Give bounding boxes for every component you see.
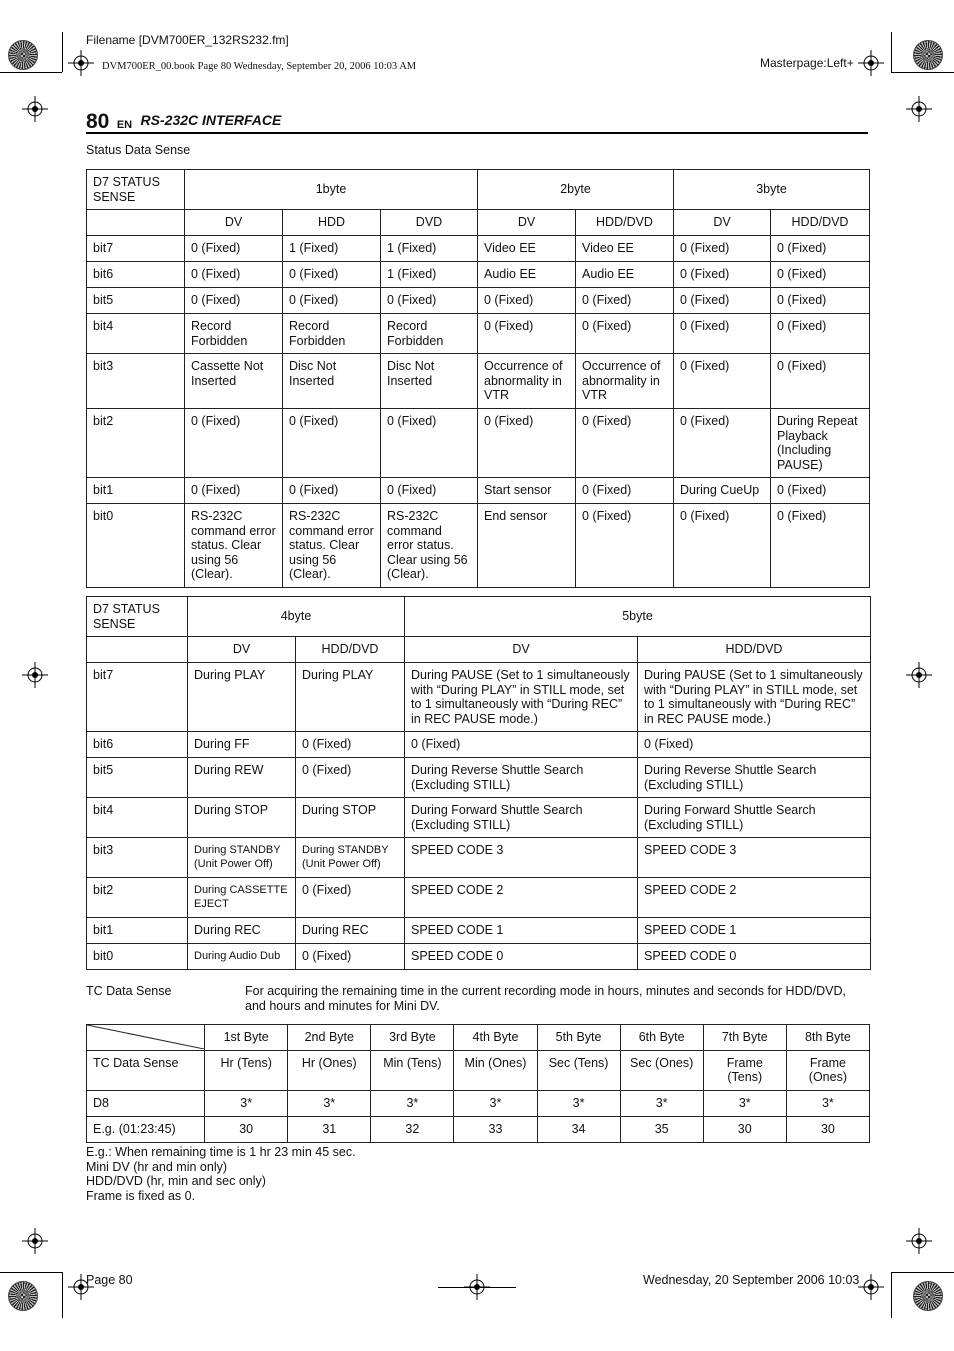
table-row [87, 798, 871, 838]
cell: Occurrence of abnormality in VTR [576, 354, 674, 409]
cell: Record Forbidden [381, 314, 478, 354]
cell: 3* [703, 1090, 786, 1116]
subheader: DV [478, 210, 576, 236]
cell: End sensor [478, 504, 576, 588]
bit-label: bit7 [87, 663, 188, 732]
bit-label: bit1 [87, 918, 188, 944]
cell: Record Forbidden [185, 314, 283, 354]
crosshair-icon [906, 662, 932, 688]
cell: 0 (Fixed) [381, 288, 478, 314]
cell: Disc Not Inserted [381, 354, 478, 409]
cell: Min (Tens) [371, 1050, 454, 1090]
cell: 0 (Fixed) [296, 758, 405, 798]
cell: During Forward Shuttle Search (Excluding STILL) [638, 798, 871, 838]
status-table-4byte-5byte [86, 596, 871, 970]
subheader: HDD/DVD [638, 637, 871, 663]
cell: Min (Ones) [454, 1050, 537, 1090]
table-row [87, 732, 871, 758]
row-label: E.g. (01:23:45) [87, 1116, 205, 1142]
masterpage-label: Masterpage:Left+ [760, 56, 854, 70]
table-row [87, 478, 870, 504]
cell: Sec (Ones) [620, 1050, 703, 1090]
subheader: DV [674, 210, 771, 236]
cell: During Reverse Shuttle Search (Excluding STILL) [405, 758, 638, 798]
crosshair-icon [906, 1228, 932, 1254]
cell: Cassette Not Inserted [185, 354, 283, 409]
cell: 0 (Fixed) [296, 944, 405, 970]
cell: 1 (Fixed) [381, 262, 478, 288]
bit-label: bit4 [87, 314, 185, 354]
cell: Disc Not Inserted [283, 354, 381, 409]
cell: During STANDBY (Unit Power Off) [188, 838, 296, 878]
cell: 0 (Fixed) [296, 878, 405, 918]
cell: 32 [371, 1116, 454, 1142]
byte-header: 8th Byte [786, 1025, 869, 1051]
row-label: D8 [87, 1090, 205, 1116]
cell: 0 (Fixed) [771, 314, 870, 354]
language-code: EN [116, 119, 133, 131]
table-row [87, 1116, 870, 1142]
tc-description: For acquiring the remaining time in the current recording mode in hours, minutes and seconds for HDD/DVD, and hours and minutes for Mini DV. [245, 984, 846, 1013]
byte-header: 6th Byte [620, 1025, 703, 1051]
cell: 0 (Fixed) [674, 354, 771, 409]
cell: 3* [205, 1090, 288, 1116]
corner-header: D7 STATUS SENSE [87, 597, 188, 637]
cell: During STANDBY (Unit Power Off) [296, 838, 405, 878]
bit-label: bit1 [87, 478, 185, 504]
registration-swirl-top-right [913, 40, 943, 70]
cell: 0 (Fixed) [185, 288, 283, 314]
subheader: DV [405, 637, 638, 663]
cell: 0 (Fixed) [771, 236, 870, 262]
table-row [87, 354, 870, 409]
bit-label: bit6 [87, 262, 185, 288]
bit-label: bit0 [87, 504, 185, 588]
group-header: 4byte [188, 597, 405, 637]
cell: Audio EE [478, 262, 576, 288]
corner-header: D7 STATUS SENSE [87, 170, 185, 210]
cell: 0 (Fixed) [185, 409, 283, 478]
bit-label: bit5 [87, 288, 185, 314]
registration-swirl-top-left [8, 40, 38, 70]
cell: 0 (Fixed) [283, 288, 381, 314]
cell: 0 (Fixed) [283, 262, 381, 288]
cell: Record Forbidden [283, 314, 381, 354]
cell: 0 (Fixed) [185, 478, 283, 504]
cell: 0 (Fixed) [576, 288, 674, 314]
byte-header: 1st Byte [205, 1025, 288, 1051]
cell: During Reverse Shuttle Search (Excluding STILL) [638, 758, 871, 798]
tc-data-table [86, 1024, 870, 1143]
bit-label: bit4 [87, 798, 188, 838]
note-line: Frame is fixed as 0. [86, 1188, 196, 1203]
registration-swirl-bottom-left [8, 1281, 38, 1311]
status-section-title: Status Data Sense [86, 143, 191, 157]
row-label: TC Data Sense [87, 1050, 205, 1090]
table-row [87, 838, 871, 878]
cell: 0 (Fixed) [296, 732, 405, 758]
subheader: HDD/DVD [576, 210, 674, 236]
cell: 1 (Fixed) [283, 236, 381, 262]
cell: SPEED CODE 3 [405, 838, 638, 878]
crop-mark [891, 32, 892, 72]
diagonal-corner [87, 1025, 205, 1051]
cell: Audio EE [576, 262, 674, 288]
bit-label: bit5 [87, 758, 188, 798]
section-title: RS-232C INTERFACE [140, 112, 282, 128]
table-row [87, 288, 870, 314]
group-header: 2byte [478, 170, 674, 210]
crop-mark [62, 1272, 63, 1318]
cell: 0 (Fixed) [478, 314, 576, 354]
cell: SPEED CODE 1 [638, 918, 871, 944]
cell: Frame (Tens) [703, 1050, 786, 1090]
cell: During STOP [296, 798, 405, 838]
cell: 0 (Fixed) [674, 504, 771, 588]
bit-label: bit2 [87, 409, 185, 478]
cell: SPEED CODE 2 [405, 878, 638, 918]
cell: 0 (Fixed) [283, 478, 381, 504]
cell: RS-232C command error status. Clear using 56 (Clear). [381, 504, 478, 588]
cell: 3* [537, 1090, 620, 1116]
bit-label: bit0 [87, 944, 188, 970]
table-row [87, 504, 870, 588]
cell: 31 [288, 1116, 371, 1142]
crop-mark [891, 72, 954, 73]
group-header: 5byte [405, 597, 871, 637]
crop-mark [438, 1287, 516, 1288]
cell: Frame (Ones) [786, 1050, 869, 1090]
page-number: 80 [86, 110, 110, 133]
cell: 0 (Fixed) [381, 409, 478, 478]
table-row [87, 758, 871, 798]
table-row [87, 409, 870, 478]
cell: Video EE [576, 236, 674, 262]
cell: 0 (Fixed) [576, 504, 674, 588]
cell: Hr (Tens) [205, 1050, 288, 1090]
cell: 0 (Fixed) [771, 478, 870, 504]
table-row [87, 236, 870, 262]
cell: 3* [786, 1090, 869, 1116]
subheader: HDD/DVD [296, 637, 405, 663]
cell: 30 [786, 1116, 869, 1142]
cell: 0 (Fixed) [478, 288, 576, 314]
cell: 0 (Fixed) [576, 478, 674, 504]
crop-mark [891, 1272, 954, 1273]
footer-date: Wednesday, 20 September 2006 10:03 [643, 1273, 860, 1287]
registration-swirl-bottom-right [913, 1281, 943, 1311]
crop-mark [62, 32, 63, 72]
cell: During CASSETTE EJECT [188, 878, 296, 918]
cell: Occurrence of abnormality in VTR [478, 354, 576, 409]
crop-mark [891, 1272, 892, 1318]
cell: 3* [454, 1090, 537, 1116]
filename-line: Filename [DVM700ER_132RS232.fm] [86, 33, 289, 47]
subheader: HDD/DVD [771, 210, 870, 236]
cell: 30 [205, 1116, 288, 1142]
status-table-1byte-3byte [86, 169, 870, 588]
cell: 0 (Fixed) [674, 236, 771, 262]
crosshair-icon [22, 662, 48, 688]
crop-mark [0, 72, 62, 73]
subheader: DVD [381, 210, 478, 236]
cell: 1 (Fixed) [381, 236, 478, 262]
group-header: 1byte [185, 170, 478, 210]
cell: 0 (Fixed) [185, 236, 283, 262]
bit-label: bit3 [87, 354, 185, 409]
subheader: HDD [283, 210, 381, 236]
cell: RS-232C command error status. Clear using 56 (Clear). [185, 504, 283, 588]
byte-header: 5th Byte [537, 1025, 620, 1051]
cell: During REC [188, 918, 296, 944]
cell: 0 (Fixed) [771, 288, 870, 314]
notes [86, 1145, 356, 1203]
cell: During PLAY [188, 663, 296, 732]
byte-header: 2nd Byte [288, 1025, 371, 1051]
page-header [86, 110, 868, 134]
bit-label: bit2 [87, 878, 188, 918]
byte-header: 3rd Byte [371, 1025, 454, 1051]
table-row [87, 663, 871, 732]
cell: 3* [620, 1090, 703, 1116]
cell: During REW [188, 758, 296, 798]
crop-mark [0, 1272, 62, 1273]
cell: During FF [188, 732, 296, 758]
cell: 3* [288, 1090, 371, 1116]
cell: 34 [537, 1116, 620, 1142]
cell: SPEED CODE 2 [638, 878, 871, 918]
footer-page: Page 80 [86, 1273, 133, 1287]
cell: 0 (Fixed) [638, 732, 871, 758]
note-line: E.g.: When remaining time is 1 hr 23 min 45 sec. [86, 1145, 356, 1159]
bit-label: bit7 [87, 236, 185, 262]
cell: During Repeat Playback (Including PAUSE) [771, 409, 870, 478]
empty-cell [87, 637, 188, 663]
cell: 0 (Fixed) [674, 288, 771, 314]
cell: 33 [454, 1116, 537, 1142]
cell: 0 (Fixed) [576, 314, 674, 354]
crosshair-icon [22, 1228, 48, 1254]
cell: During STOP [188, 798, 296, 838]
cell: SPEED CODE 3 [638, 838, 871, 878]
cell: SPEED CODE 0 [638, 944, 871, 970]
cell: During Forward Shuttle Search (Excluding STILL) [405, 798, 638, 838]
cell: During Audio Dub [188, 944, 296, 970]
empty-cell [87, 210, 185, 236]
cell: During PLAY [296, 663, 405, 732]
byte-header: 4th Byte [454, 1025, 537, 1051]
cell: 3* [371, 1090, 454, 1116]
cell: During PAUSE (Set to 1 simultaneously with “During PLAY” in STILL mode, set to 1 simultaneously with “During REC” in REC PAUSE mode.) [405, 663, 638, 732]
cell: Sec (Tens) [537, 1050, 620, 1090]
byte-header: 7th Byte [703, 1025, 786, 1051]
crosshair-icon [858, 50, 884, 76]
cell: 0 (Fixed) [771, 354, 870, 409]
cell: 0 (Fixed) [674, 314, 771, 354]
cell: 0 (Fixed) [771, 262, 870, 288]
crosshair-icon [68, 50, 94, 76]
cell: 0 (Fixed) [771, 504, 870, 588]
crosshair-icon [906, 96, 932, 122]
cell: 30 [703, 1116, 786, 1142]
cell: 0 (Fixed) [674, 262, 771, 288]
cell: 0 (Fixed) [283, 409, 381, 478]
cell: 0 (Fixed) [405, 732, 638, 758]
table-row [87, 1050, 870, 1090]
cell: 0 (Fixed) [576, 409, 674, 478]
cell: Hr (Ones) [288, 1050, 371, 1090]
group-header: 3byte [674, 170, 870, 210]
cell: RS-232C command error status. Clear using 56 (Clear). [283, 504, 381, 588]
cell: 0 (Fixed) [185, 262, 283, 288]
subheader: DV [185, 210, 283, 236]
cell: 0 (Fixed) [674, 409, 771, 478]
cell: 35 [620, 1116, 703, 1142]
cell: During REC [296, 918, 405, 944]
cell: 0 (Fixed) [478, 409, 576, 478]
table-row [87, 314, 870, 354]
table-row [87, 1090, 870, 1116]
crosshair-icon [858, 1274, 884, 1300]
book-info-line: DVM700ER_00.book Page 80 Wednesday, September 20, 2006 10:03 AM [102, 61, 417, 72]
table-row [87, 944, 871, 970]
note-line: Mini DV (hr and min only) [86, 1159, 228, 1174]
cell: SPEED CODE 0 [405, 944, 638, 970]
cell: During CueUp [674, 478, 771, 504]
cell: During PAUSE (Set to 1 simultaneously with “During PLAY” in STILL mode, set to 1 simultaneously with “During REC” in REC PAUSE mode.) [638, 663, 871, 732]
bit-label: bit6 [87, 732, 188, 758]
tc-section-title: TC Data Sense [86, 984, 172, 998]
bit-label: bit3 [87, 838, 188, 878]
subheader: DV [188, 637, 296, 663]
cell: Video EE [478, 236, 576, 262]
cell: 0 (Fixed) [381, 478, 478, 504]
cell: Start sensor [478, 478, 576, 504]
note-line: HDD/DVD (hr, min and sec only) [86, 1174, 266, 1188]
table-row [87, 262, 870, 288]
table-row [87, 878, 871, 918]
cell: SPEED CODE 1 [405, 918, 638, 944]
table-row [87, 918, 871, 944]
crosshair-icon [22, 96, 48, 122]
